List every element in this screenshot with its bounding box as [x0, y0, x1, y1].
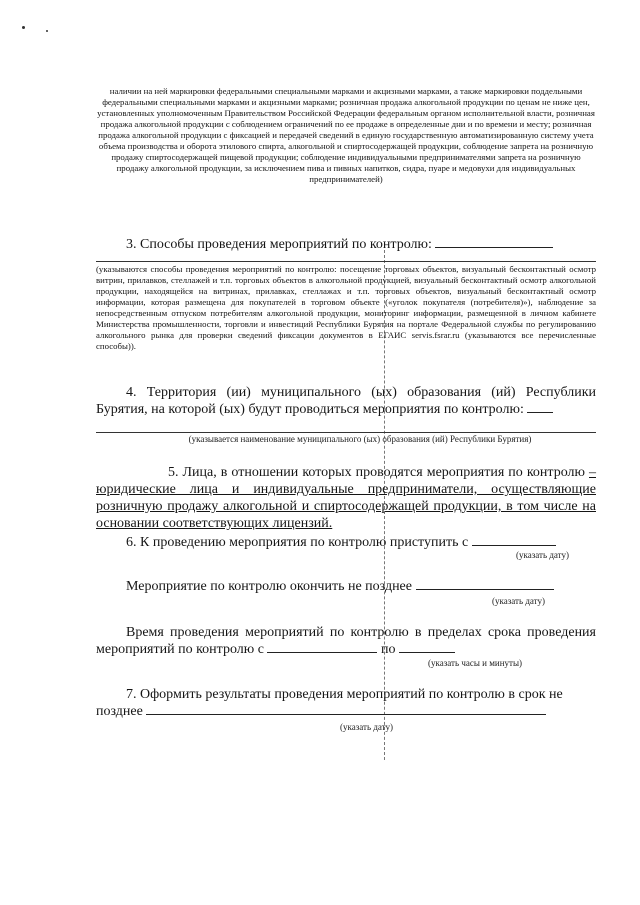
scan-speck	[22, 26, 25, 29]
time-from-blank	[267, 641, 377, 653]
section-3-note: (указываются способы проведения мероприятий по контролю: посещение торговых объектов, визуальный бесконтактный осмотр витрин, прилавков, стеллажей и т.п. торговых объектов в алкогольной продукцией, визуальный бесконтактный осмотр алкогольной продукции, находящейся на витринах, прилавках, стеллажах и т.п. торговых объектов, визуальный бесконтактный осмотр информации, которая размещена для покупателей в торговом объекте («уголок покупателя (потребителя)»), наблюдение за непосредственным отпуском потребителям алкогольной продукции, мониторинг информации, размещенной в личном кабинете Министерства промышленности, торговли и инвестиций Республики Бурятия на портале Федеральной службы по регулированию алкогольного рынка для проверки сведений фиксации документов в ЕГАИС servis.fsrar.ru (указываются все перечисленные способы)).	[96, 264, 596, 351]
section-6-text-body: 6. К проведению мероприятия по контролю приступить с	[126, 535, 469, 550]
section-5-prefix: 5. Лица, в отношении которых проводятся мероприятия по контролю	[168, 465, 585, 480]
time-line	[96, 624, 596, 658]
section-5-underlined: – юридические лица и индивидуальные предприниматели, осуществляющие розничную продажу алкогольной и спиртосодержащей продукции, в том числе на основании соответствующих лицензий.	[96, 465, 596, 531]
section-7-text	[96, 686, 596, 720]
section-3-heading	[126, 236, 596, 253]
section-7-text-body: 7. Оформить результаты проведения мероприятий по контролю в срок не позднее	[96, 687, 563, 719]
section-6-blank	[472, 534, 556, 546]
section-4-text-body: 4. Территория (ии) муниципального (ых) образования (ий) Республики Бурятия, на которой (ых) будут проводиться мероприятия по контролю:	[96, 385, 596, 417]
section-4-caption: (указывается наименование муниципального (ых) образования (ий) Республики Бурятия)	[188, 434, 532, 444]
time-line-caption: (указать часы и минуты)	[428, 658, 523, 668]
end-date-caption: (указать дату)	[492, 596, 545, 606]
time-line-middle: по	[380, 642, 396, 657]
end-date-line	[126, 578, 596, 595]
section-7-blank	[146, 703, 546, 715]
section-4-text	[96, 384, 596, 418]
time-line-text: Время проведения мероприятий по контролю в пределах срока проведения мероприятий по контролю с	[96, 625, 596, 657]
end-date-blank	[416, 578, 554, 590]
time-to-blank	[399, 641, 455, 653]
section-6-caption: (указать дату)	[516, 550, 569, 560]
section-4-blank	[527, 401, 553, 413]
section-7-caption: (указать дату)	[340, 722, 393, 732]
section-3-heading-text: 3. Способы проведения мероприятий по контролю:	[126, 237, 432, 252]
section-3-blank	[435, 236, 553, 248]
section-5-text	[96, 464, 596, 532]
intro-paragraph: наличии на ней маркировки федеральными специальными марками и акцизными марками, а также маркировки поддельными федеральными специальными марками и акцизными марками; розничная продажа алкогольной продукции по ценам не ниже цен, установленных уполномоченным Правительством Российской Федерации федеральным органом исполнительной власти, розничная продажа алкогольной продукции с соблюдением ограничений по ее продаже в определенные дни и по времени и месту; розничная продажа алкогольной продукции с фиксацией и передачей сведений в единую государственную автоматизированную систему учета объема производства и оборота этилового спирта, алкогольной и спиртосодержащей продукции, соблюдение запрета на розничную продажу спиртосодержащей пищевой продукции; соблюдение индивидуальными предпринимателями запрета на розничную продажу алкогольной продукции, за исключением пива и пивных напитков, сидра, пуаре и медовухи для индивидуальных предпринимателей)	[97, 86, 595, 184]
section-4-rule	[96, 432, 596, 433]
end-date-text: Мероприятие по контролю окончить не позднее	[126, 579, 412, 594]
section-3-rule	[96, 261, 596, 262]
section-6-text	[126, 534, 596, 551]
scan-speck	[46, 30, 48, 32]
